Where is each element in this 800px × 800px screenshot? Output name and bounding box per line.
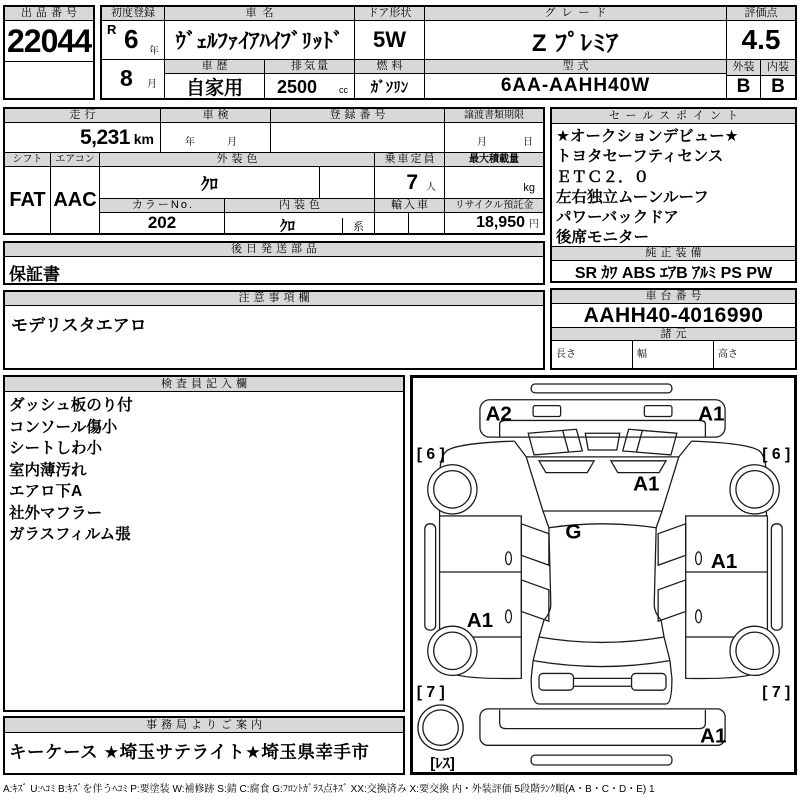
recycle-deposit-value-cell [445, 213, 543, 233]
model-code-label: 型式 [425, 60, 727, 74]
capacity-label: 乗車定員 [375, 153, 445, 167]
first-registration-month-unit: 月 [147, 79, 157, 90]
right-a-pillar [679, 441, 692, 457]
capacity-value: 7 [406, 171, 418, 194]
sales-point-item: ★オークションデビュー★ [556, 128, 739, 145]
transfer-deadline-label: 譲渡書類期限 [445, 109, 543, 123]
office-notice-box [3, 716, 405, 775]
fuel-value: ｶﾞｿﾘﾝ [355, 74, 425, 98]
oem-equipment-label: 純正装備 [552, 246, 795, 261]
right-front-window [658, 524, 686, 565]
car-damage-diagram [413, 378, 794, 772]
left-slide-door-handle [506, 610, 512, 623]
interior-grade-label: 内装 [761, 60, 795, 76]
rear-left-wheel [428, 626, 477, 675]
tail-light-bar [573, 678, 631, 686]
right-sill [771, 524, 782, 630]
right-slide-door-handle [696, 610, 702, 623]
color-no-value: 202 [100, 213, 225, 233]
damage-mark-left-slide-door: A1 [466, 609, 494, 633]
recycle-deposit-label: リサイクル預託金 [445, 199, 543, 213]
first-registration-month: 8 [120, 65, 133, 91]
rear-bumper [480, 709, 727, 748]
right-headlight [623, 429, 677, 455]
tire-depth-rear-left: [ 7 ] [416, 684, 445, 702]
damage-mark-rear-bumper: A1 [700, 724, 727, 748]
sales-point-item: 左右独立ムーンルーフ [556, 188, 709, 206]
mileage-value: 5,231 [79, 126, 130, 149]
max-load-unit: kg [523, 182, 535, 194]
damage-mark-front-right: A1 [698, 402, 725, 426]
exterior-color-label: 外装色 [100, 153, 375, 167]
mileage-label: 走行 [5, 109, 161, 123]
inspector-notes-label: 検査員記入欄 [5, 377, 403, 392]
import-car-divider [408, 213, 409, 233]
aircon-value: AAC [51, 167, 100, 233]
inspector-notes-box [3, 375, 405, 712]
import-car-value-cell [375, 213, 445, 233]
car-name-label: 車名 [165, 7, 355, 21]
displacement-value-cell [265, 74, 355, 98]
left-a-pillar [514, 441, 526, 457]
caution-label: 注意事項欄 [5, 292, 543, 306]
inspector-note-item: 社外マフラー [9, 504, 103, 522]
caution-box [3, 290, 545, 370]
left-front-window [521, 524, 549, 565]
damage-mark-front-left: A2 [485, 402, 512, 426]
shaken-value-cell [161, 123, 271, 153]
shaken-label: 車検 [161, 109, 271, 123]
front-left-wheel [428, 465, 477, 514]
displacement-label: 排気量 [265, 60, 355, 74]
windshield-base-band [543, 511, 662, 528]
left-tail-light [539, 673, 573, 690]
transfer-month-unit: 月 [477, 137, 487, 148]
first-registration-era: R [107, 22, 117, 37]
sales-point-item: ＥＴＣ２．０ [556, 168, 650, 186]
caution-value: モデリスタエアロ [11, 316, 147, 335]
registration-number-value [271, 123, 445, 153]
transfer-day-unit: 日 [523, 137, 533, 148]
inspector-note-item: 室内薄汚れ [9, 461, 87, 479]
aircon-label: エアコン [51, 153, 100, 167]
import-car-label: 輸入車 [375, 199, 445, 213]
score-value: 4.5 [727, 21, 795, 60]
rear-window-band [533, 637, 670, 667]
inspector-note-item: シートしわ小 [9, 440, 103, 457]
damage-mark-windshield: A1 [633, 472, 660, 496]
spec-length-cell [552, 341, 633, 368]
right-front-door-handle [696, 552, 702, 565]
sales-point-item: トヨタセーフティセンス [556, 148, 724, 166]
first-registration-year: 6 [124, 24, 139, 54]
sales-points-box [550, 107, 797, 283]
front-bumper [480, 400, 725, 437]
interior-color-value: ｸﾛ [280, 218, 296, 233]
tire-depth-rear-right: [ 7 ] [762, 684, 791, 702]
car-history-label: 車歴 [165, 60, 265, 74]
front-bumper-right-lamp [644, 406, 672, 417]
office-notice-value: キーケース ★埼玉サテライト★埼玉県幸手市 [9, 742, 370, 762]
right-tail-light [632, 673, 666, 690]
interior-grade-value: B [771, 76, 785, 97]
rear-bumper-strip [531, 755, 672, 765]
spec-width-label: 幅 [637, 349, 647, 360]
later-parts-label: 後日発送部品 [5, 243, 543, 257]
auction-number-value: 22044 [5, 21, 93, 62]
office-notice-label: 事務局よりご案内 [5, 718, 403, 733]
inspector-note-item: エアロ下A [9, 483, 83, 500]
spare-tire-status: [ﾚｽ] [430, 755, 455, 772]
left-headlight-line [563, 430, 569, 452]
shift-label: シフト [5, 153, 51, 167]
first-registration-year-unit: 年 [149, 46, 159, 57]
front-bumper-left-lamp [533, 406, 561, 417]
exterior-grade-value: B [727, 76, 761, 98]
first-registration-value [102, 21, 165, 98]
max-load-label: 最大積載量 [445, 153, 543, 167]
front-bumper-inner-line [500, 420, 706, 437]
inspector-notes-list [5, 392, 403, 710]
sales-points-label: セールスポイント [552, 109, 795, 124]
specs-label: 諸元 [552, 328, 795, 341]
registration-number-label: 登録番号 [271, 109, 445, 123]
later-parts-value: 保証書 [9, 265, 60, 283]
transfer-deadline-value-cell [445, 123, 543, 153]
fuel-label: 燃料 [355, 60, 425, 74]
inspector-note-item: ガラスフィルム張 [9, 526, 131, 543]
inspector-note-item: コンソール傷小 [9, 418, 118, 436]
door-shape-value: 5W [355, 21, 425, 60]
displacement-value: 2500 [277, 77, 318, 97]
mileage-color-box [3, 107, 545, 235]
exterior-grade-label: 外装 [727, 60, 761, 76]
grade-value: Z ﾌﾟﾚﾐｱ [425, 21, 727, 60]
front-right-wheel [730, 465, 779, 514]
color-no-label: カラーNo. [100, 199, 225, 213]
spare-tire [418, 705, 463, 750]
interior-color-suffix: 系 [342, 218, 364, 233]
left-wiper-vent [539, 461, 594, 473]
auction-number-label: 出品番号 [5, 7, 93, 21]
car-history-value: 自家用 [165, 74, 265, 98]
chassis-number-label: 車台番号 [552, 290, 795, 304]
front-bumper-strip [531, 384, 672, 393]
vehicle-header-box [100, 5, 797, 100]
right-door-panel [686, 516, 768, 637]
shaken-month-unit: 月 [227, 137, 237, 148]
displacement-unit: cc [339, 85, 348, 95]
sales-point-item: 後席モニター [556, 229, 650, 246]
rear-right-wheel [730, 626, 779, 675]
damage-mark-glass: G [565, 520, 582, 544]
left-front-door-handle [506, 552, 512, 565]
damage-diagram-box [410, 375, 797, 775]
left-sill [425, 524, 436, 630]
exterior-color-value: ｸﾛ [100, 167, 320, 199]
first-registration-label: 初度登録 [102, 7, 165, 21]
interior-color-value-cell [225, 213, 375, 233]
mileage-unit: km [133, 131, 154, 147]
spec-height-label: 高さ [718, 349, 738, 360]
exterior-color-extra-cell [320, 167, 375, 199]
chassis-number-value: AAHH40-4016990 [552, 304, 795, 328]
later-parts-box [3, 241, 545, 285]
shaken-year-unit: 年 [185, 137, 195, 148]
score-label: 評価点 [727, 7, 795, 21]
spec-height-cell [714, 341, 795, 368]
car-name-value: ｳﾞｪﾙﾌｧｲｱﾊｲﾌﾞﾘｯﾄﾞ [165, 21, 355, 60]
rear-bumper-inner-line [500, 710, 706, 729]
door-shape-label: ドア形状 [355, 7, 425, 21]
chassis-box [550, 288, 797, 370]
interior-color-label: 内装色 [225, 199, 375, 213]
grade-label: グレード [425, 7, 727, 21]
tire-depth-front-right: [ 6 ] [762, 445, 791, 463]
right-wiper-vent [611, 461, 666, 473]
spec-length-label: 長さ [556, 349, 576, 360]
recycle-deposit-value: 18,950 [476, 214, 525, 231]
auction-number-box [3, 5, 95, 100]
shift-value: FAT [5, 167, 51, 233]
oem-equipment-value: SR ｶﾜ ABS ｴｱB ｱﾙﾐ PS PW [574, 264, 773, 281]
sales-point-item: パワーバックドア [556, 209, 679, 227]
damage-code-legend: A:ｷｽﾞ U:ﾍｺﾐ B:ｷｽﾞを伴うﾍｺﾐ P:要塗装 W:補修跡 S:錆 C:腐食 G:ﾌﾛﾝﾄｶﾞﾗｽ点ｷｽﾞ XX:交換済み X:要交換 内・外装評価 5段階ﾗﾝｸ順(A・B・C・D・E) 1 [3, 784, 655, 795]
left-slide-window [521, 580, 549, 621]
tire-depth-front-left: [ 6 ] [416, 445, 445, 463]
damage-mark-right-door: A1 [710, 550, 738, 574]
spec-width-cell [633, 341, 714, 368]
mileage-value-cell [5, 123, 161, 153]
grille [585, 433, 619, 450]
recycle-deposit-unit: 円 [529, 219, 539, 230]
max-load-value-cell [445, 167, 543, 199]
left-headlight [528, 429, 582, 455]
right-slide-window [658, 580, 686, 621]
model-code-value: 6AA-AAHH40W [425, 74, 727, 98]
sales-points-list [552, 124, 795, 246]
inspector-note-item: ダッシュ板のり付 [9, 397, 133, 414]
right-headlight-line [636, 430, 642, 452]
capacity-value-cell [375, 167, 445, 199]
capacity-unit: 人 [426, 182, 436, 193]
